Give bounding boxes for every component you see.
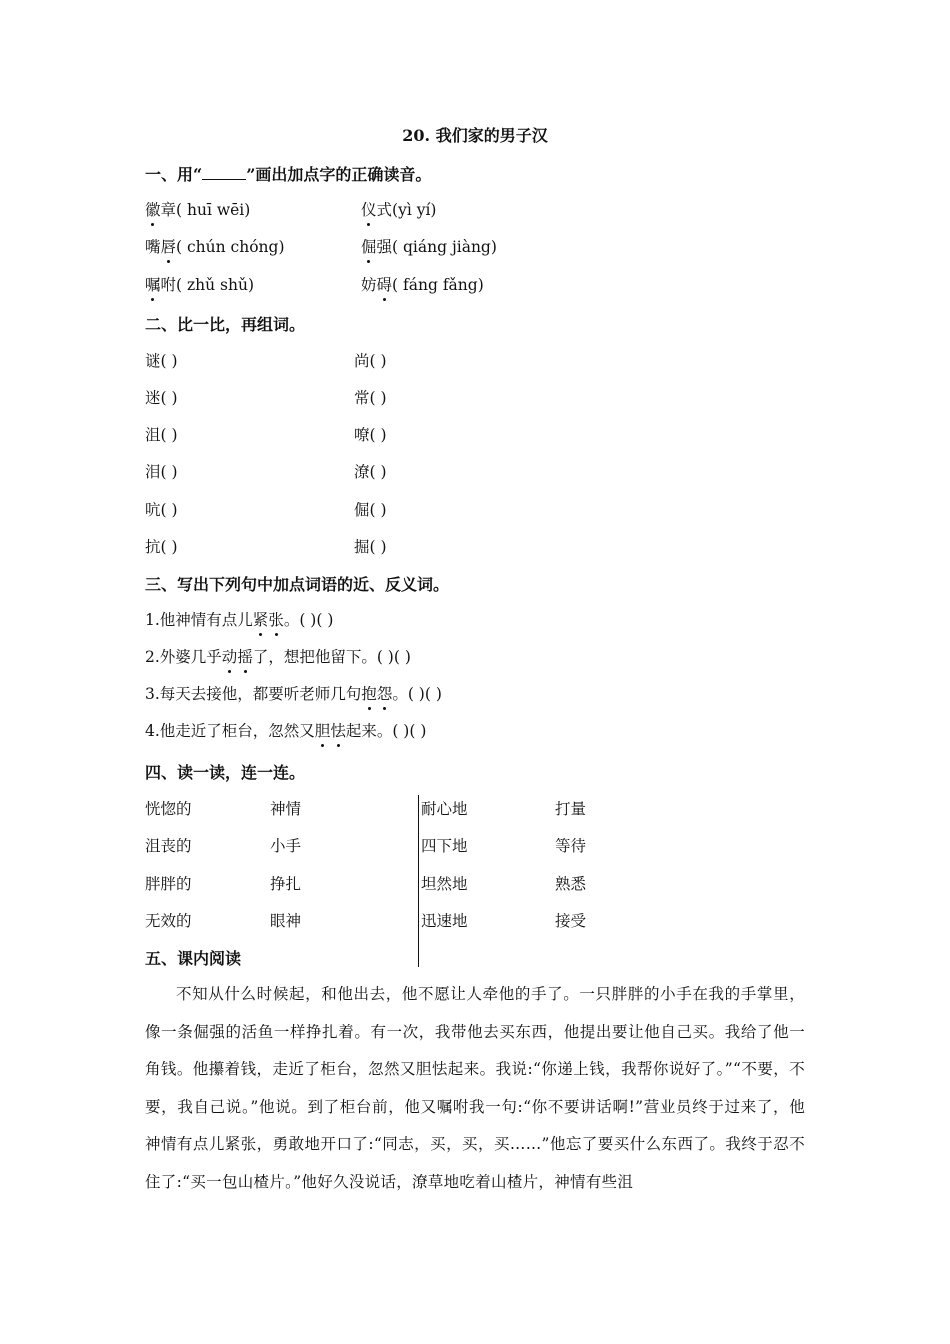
- reading-paragraph: 不知从什么时候起，和他出去，他不愿让人牵他的手了。一只胖胖的小手在我的手掌里，像一条倔强的活鱼一样挣扎着。有一次，我带他去买东西，他提出要让他自己买。我给了他一角钱。他攥着钱，走近了柜台，忽然又胆怯起来。我说:“你递上钱，我帮你说好了。”“不要，不要，我自己说。”他说。到了柜台前，他又嘱咐我一句:“你不要讲话啊!”营业员终于过来了，他神情有点儿紧张，勇敢地开口了:“同志，买，买，买……”他忘了要买什么东西了。我终于忍不住了:“买一包山楂片。”他好久没说话，潦草地吃着山楂片，神情有些沮: [145, 985, 805, 1191]
- page-title: 20. 我们家的男子汉: [402, 126, 548, 145]
- pinyin-item-4: [361, 235, 497, 257]
- match-right-item: 熟悉: [555, 875, 587, 893]
- dotted-char: 怯: [330, 719, 346, 741]
- match-left-item: 迅速地: [421, 912, 468, 930]
- match-left-item: 耐心地: [421, 800, 468, 818]
- reading-passage: [145, 976, 805, 1201]
- dotted-char: 抱: [361, 682, 377, 704]
- pinyin-options: 章( huī wēi): [160, 201, 251, 219]
- pinyin-options: ( fáng fǎng): [392, 276, 484, 294]
- dotted-char: 仪: [361, 198, 377, 220]
- word-group-item: 常( ): [354, 389, 387, 407]
- section-1-heading: [145, 162, 431, 185]
- dotted-char: 张: [268, 608, 284, 630]
- match-left-item: 胖胖的: [145, 875, 192, 893]
- dotted-char: 倔: [361, 235, 377, 257]
- answer-blanks: 。( )( ): [283, 611, 334, 629]
- plain-char: 嘴: [145, 238, 161, 256]
- match-right-item: 挣扎: [270, 875, 302, 893]
- question-text: 3.每天去接他，都要听老师几句: [145, 685, 362, 703]
- word-group-item: 谜( ): [145, 352, 178, 370]
- dotted-char: 紧: [253, 608, 269, 630]
- dotted-char: 摇: [237, 645, 253, 667]
- pinyin-item-3: [145, 235, 285, 257]
- match-right-item: 小手: [270, 837, 302, 855]
- dotted-char: 动: [222, 645, 238, 667]
- question-3: [145, 682, 442, 704]
- word-group-item: 尚( ): [354, 352, 387, 370]
- match-left-item: 沮丧的: [145, 837, 192, 855]
- match-left-item: 四下地: [421, 837, 468, 855]
- answer-blanks: 了，想把他留下。( )( ): [252, 648, 411, 666]
- pinyin-item-5: [145, 273, 254, 295]
- question-1: [145, 608, 333, 630]
- underline-blank: [202, 165, 246, 180]
- dotted-char: 唇: [161, 235, 177, 257]
- answer-blanks: 起来。( )( ): [345, 722, 427, 740]
- dotted-char: 怨: [377, 682, 393, 704]
- word-group-item: 吭( ): [145, 501, 178, 519]
- dotted-char: 碍: [377, 273, 393, 295]
- section-3-heading: 三、写出下列句中加点词语的近、反义词。: [145, 575, 450, 594]
- question-2: [145, 645, 411, 667]
- pinyin-options: 式(yì yí): [376, 201, 437, 219]
- word-group-item: 抗( ): [145, 538, 178, 556]
- section-2-heading: 二、比一比，再组词。: [145, 315, 306, 334]
- match-right-item: 神情: [270, 800, 302, 818]
- word-group-item: 迷( ): [145, 389, 178, 407]
- pinyin-item-6: [361, 273, 484, 295]
- column-divider: [418, 795, 419, 967]
- word-group-item: 倔( ): [354, 501, 387, 519]
- pinyin-options: ( chún chóng): [176, 238, 285, 256]
- dotted-char: 胆: [315, 719, 331, 741]
- pinyin-options: 强( qiáng jiàng): [376, 238, 497, 256]
- dotted-char: 嘱: [145, 273, 161, 295]
- word-group-item: 泪( ): [145, 463, 178, 481]
- question-text: 2.外婆几乎: [145, 648, 222, 666]
- word-group-item: 嘹( ): [354, 426, 387, 444]
- answer-blanks: 。( )( ): [392, 685, 442, 703]
- word-group-item: 潦( ): [354, 463, 387, 481]
- section-5-heading: 五、课内阅读: [145, 949, 242, 968]
- word-group-item: 沮( ): [145, 426, 178, 444]
- section-1-heading-post: ”画出加点字的正确读音。: [246, 165, 432, 184]
- question-text: 1.他神情有点儿: [145, 611, 253, 629]
- match-right-item: 眼神: [270, 912, 302, 930]
- word-group-item: 掘( ): [354, 538, 387, 556]
- pinyin-item-1: [145, 198, 250, 220]
- pinyin-options: 咐( zhǔ shǔ): [160, 276, 255, 294]
- question-text: 4.他走近了柜台，忽然又: [145, 722, 315, 740]
- match-left-item: 无效的: [145, 912, 192, 930]
- pinyin-item-2: [361, 198, 436, 220]
- match-left-item: 坦然地: [421, 875, 468, 893]
- match-left-item: 恍惚的: [145, 800, 192, 818]
- dotted-char: 徽: [145, 198, 161, 220]
- match-right-item: 打量: [555, 800, 587, 818]
- match-right-item: 接受: [555, 912, 587, 930]
- question-4: [145, 719, 426, 741]
- section-1-heading-pre: 一、用“: [145, 165, 203, 184]
- section-4-heading: 四、读一读，连一连。: [145, 763, 306, 782]
- match-right-item: 等待: [555, 837, 587, 855]
- plain-char: 妨: [361, 276, 377, 294]
